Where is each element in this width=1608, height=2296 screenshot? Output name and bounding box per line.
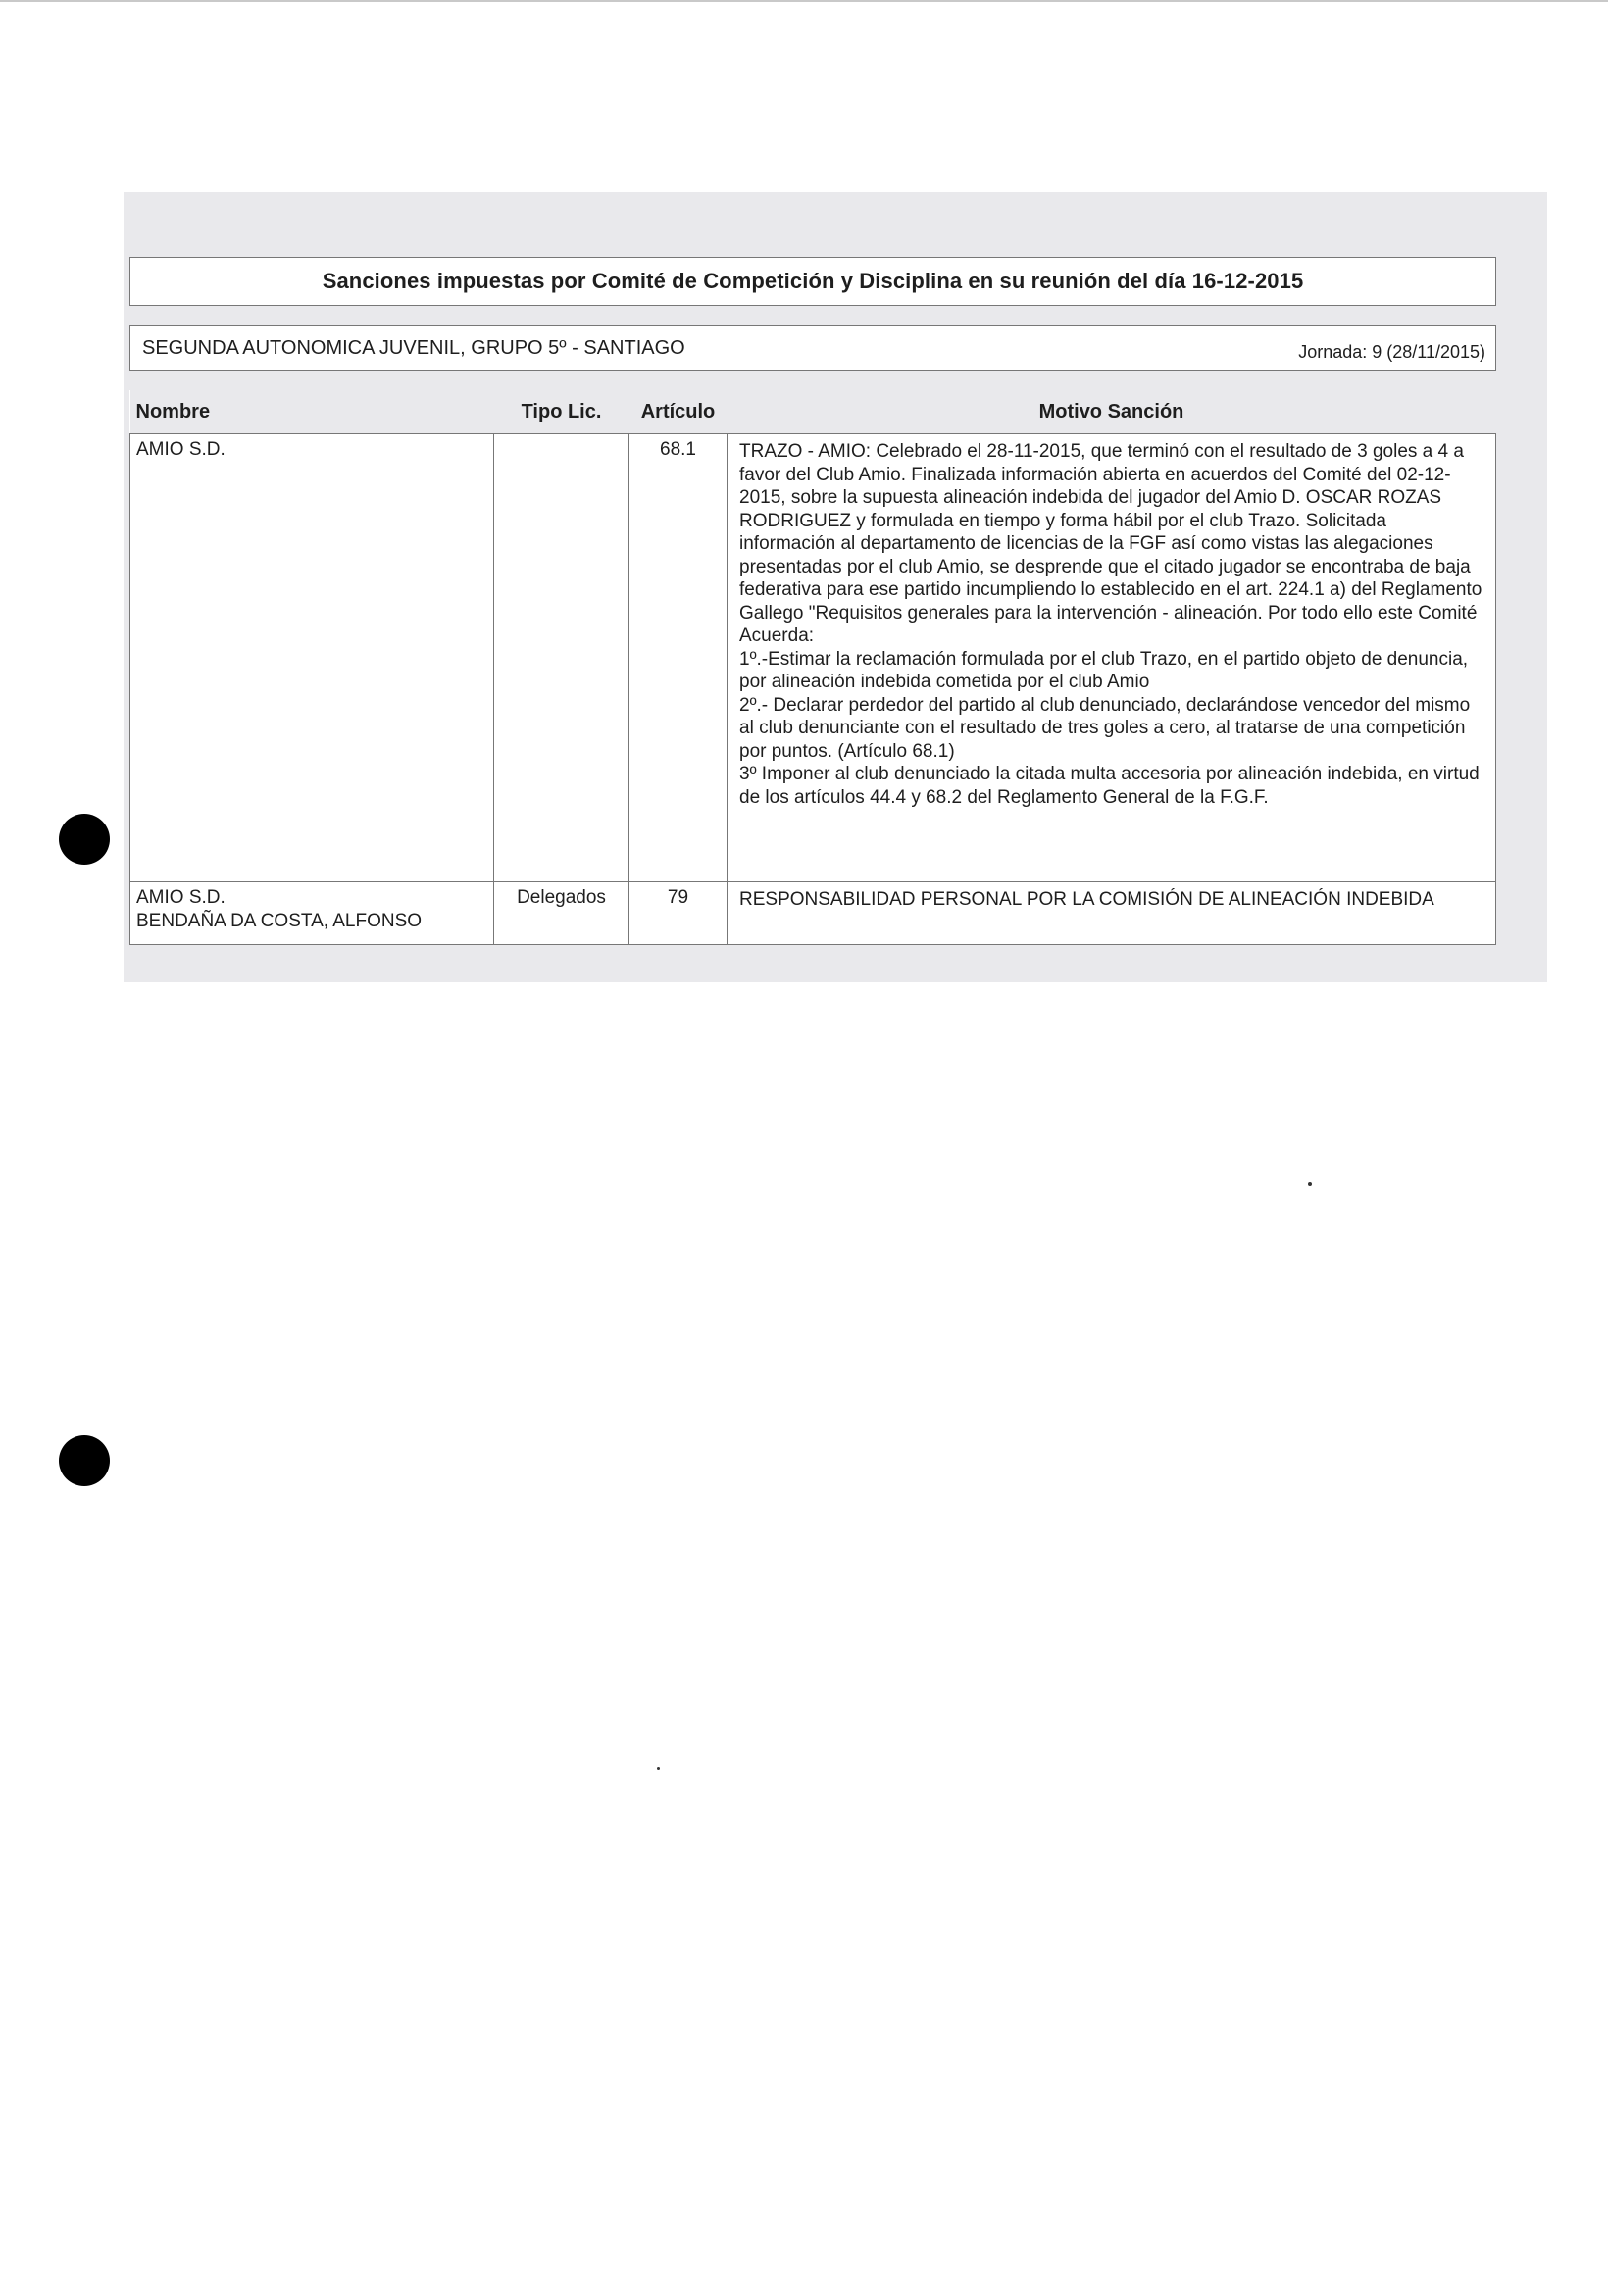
punch-hole: [59, 1435, 110, 1486]
header-tipo-lic: Tipo Lic.: [494, 390, 629, 434]
motivo-paragraph: 1º.-Estimar la reclamación formulada por el club Trazo, en el partido objeto de denuncia, por alineación indebida cometida por el club Amio: [739, 648, 1469, 692]
scan-speck: [657, 1767, 660, 1770]
cell-articulo: 79: [629, 882, 728, 945]
document-title-box: [129, 257, 1496, 306]
header-nombre: Nombre: [130, 390, 494, 434]
table-row: [130, 882, 1496, 945]
scan-speck: [1308, 1182, 1312, 1186]
cell-tipo-lic: Delegados: [494, 882, 629, 945]
header-motivo: Motivo Sanción: [728, 390, 1496, 434]
motivo-paragraph: 2º.- Declarar perdedor del partido al club denunciado, declarándose vencedor del mismo al club denunciante con el resultado de tres goles a cero, al tratarse de una competición por puntos. (Artículo 68.1): [739, 694, 1471, 762]
header-articulo: Artículo: [629, 390, 728, 434]
table-header-row: [130, 390, 1496, 434]
nombre-line: AMIO S.D.: [136, 887, 226, 908]
motivo-paragraph: RESPONSABILIDAD PERSONAL POR LA COMISIÓN DE ALINEACIÓN INDEBIDA: [739, 889, 1434, 910]
motivo-paragraph: TRAZO - AMIO: Celebrado el 28-11-2015, que terminó con el resultado de 3 goles a 4 a favor del Club Amio. Finalizada información abierta en acuerdos del Comité del 02-12-2015, sobre la supuesta alineación indebida del jugador del Amio D. OSCAR ROZAS RODRIGUEZ y formulada en tiempo y forma hábil por el club Trazo. Solicitada información al departamento de licencias de la FGF así como vistas las alegaciones presentadas por el club Amio, se desprende que el citado jugador se encontraba de baja federativa para ese partido incumpliendo lo establecido en el art. 224.1 a) del Reglamento Gallego "Requisitos generales para la intervención - alineación. Por todo ello este Comité Acuerda:: [739, 441, 1482, 646]
nombre-line: AMIO S.D.: [136, 439, 226, 460]
cell-nombre: [130, 882, 494, 945]
cell-nombre: [130, 434, 494, 882]
document-title: Sanciones impuestas por Comité de Competición y Disciplina en su reunión del día 16-12-2015: [322, 269, 1304, 293]
table-row: [130, 434, 1496, 882]
competition-name: SEGUNDA AUTONOMICA JUVENIL, GRUPO 5º - SANTIAGO: [142, 336, 685, 359]
motivo-paragraph: 3º Imponer al club denunciado la citada multa accesoria por alineación indebida, en virtud de los artículos 44.4 y 68.2 del Reglamento General de la F.G.F.: [739, 764, 1480, 808]
punch-hole: [59, 814, 110, 865]
scan-top-edge: [0, 0, 1608, 2]
sanctions-table: [129, 390, 1496, 945]
cell-tipo-lic: [494, 434, 629, 882]
nombre-line: BENDAÑA DA COSTA, ALFONSO: [136, 910, 423, 931]
jornada-label: Jornada: 9 (28/11/2015): [1298, 341, 1485, 362]
competition-header: [129, 325, 1496, 371]
cell-articulo: 68.1: [629, 434, 728, 882]
cell-motivo: [728, 882, 1496, 945]
cell-motivo: [728, 434, 1496, 882]
